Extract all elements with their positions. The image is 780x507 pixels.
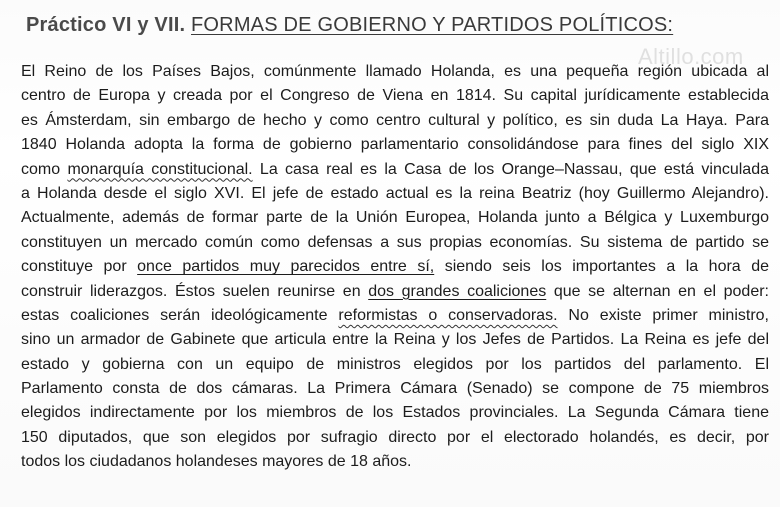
text-line: constituyen un mercado común como defensas a sus propias economías. Su sistema de partido se: [21, 233, 769, 251]
text-line: 150 diputados, que son elegidos por sufragio directo por el electorado holandés, es decir, por: [21, 428, 769, 446]
text-line: [21, 158, 769, 182]
text-line: sino un armador de Gabinete que articula entre la Reina y los Jefes de Partidos. La Reina es jefe del: [21, 331, 769, 349]
body-paragraph: [21, 60, 769, 475]
text-line: centro de Europa y creada por el Congreso de Viena en 1814. Su capital jurídicamente establecida: [21, 87, 769, 105]
text-line: El Reino de los Países Bajos, comúnmente llamado Holanda, es una pequeña región ubicada al: [21, 63, 769, 80]
text-fragment: construir liderazgos. Éstos suelen reunirse en: [21, 282, 369, 300]
topic-heading: FORMAS DE GOBIERNO Y PARTIDOS POLÍTICOS:: [191, 14, 674, 36]
page-title: [26, 14, 673, 37]
text-line: elegidos indirectamente por los miembros de los Estados provinciales. La Segunda Cámara tiene: [21, 404, 769, 422]
underlined-phrase: dos grandes coaliciones: [368, 282, 547, 300]
practice-label: Práctico VI y VII.: [26, 14, 186, 36]
text-line: a Holanda desde el siglo XVI. El jefe de estado actual es la reina Beatriz (hoy Guillermo Alejandro).: [21, 184, 769, 202]
underlined-phrase: reformistas o conservadoras.: [338, 306, 558, 324]
text-line: todos los ciudadanos holandeses mayores de 18 años.: [21, 453, 412, 471]
text-line: Actualmente, además de formar parte de la Unión Europea, Holanda junto a Bélgica y Luxemburgo: [21, 209, 769, 227]
underlined-phrase: once partidos muy parecidos entre sí,: [137, 258, 435, 276]
text-fragment: constituye por: [21, 258, 138, 276]
site-watermark: Altillo.com: [638, 44, 744, 69]
text-line: Parlamento consta de dos cámaras. La Primera Cámara (Senado) se compone de 75 miembros: [21, 380, 769, 398]
text-fragment: No existe primer ministro,: [557, 306, 770, 324]
text-fragment: como: [21, 160, 68, 178]
text-line: [21, 280, 769, 304]
text-line: es Ámsterdam, sin embargo de hecho y como centro cultural y político, es sin duda La Haya. Para: [21, 111, 769, 129]
text-fragment: que se alternan en el poder:: [546, 282, 769, 300]
text-line: 1840 Holanda adopta la forma de gobierno parlamentario consolidándose para fines del siglo XIX: [21, 136, 769, 154]
text-line: estado y gobierna con un equipo de ministros elegidos por los partidos del parlamento. El: [21, 355, 769, 373]
underlined-phrase: monarquía constitucional.: [67, 160, 253, 178]
text-fragment: La casa real es la Casa de los Orange–Nassau, que está vinculada: [252, 160, 769, 178]
text-line: [21, 255, 769, 279]
text-line: [21, 304, 769, 328]
text-fragment: siendo seis los importantes a la hora de: [434, 258, 769, 276]
text-fragment: estas coaliciones serán ideológicamente: [21, 306, 339, 324]
